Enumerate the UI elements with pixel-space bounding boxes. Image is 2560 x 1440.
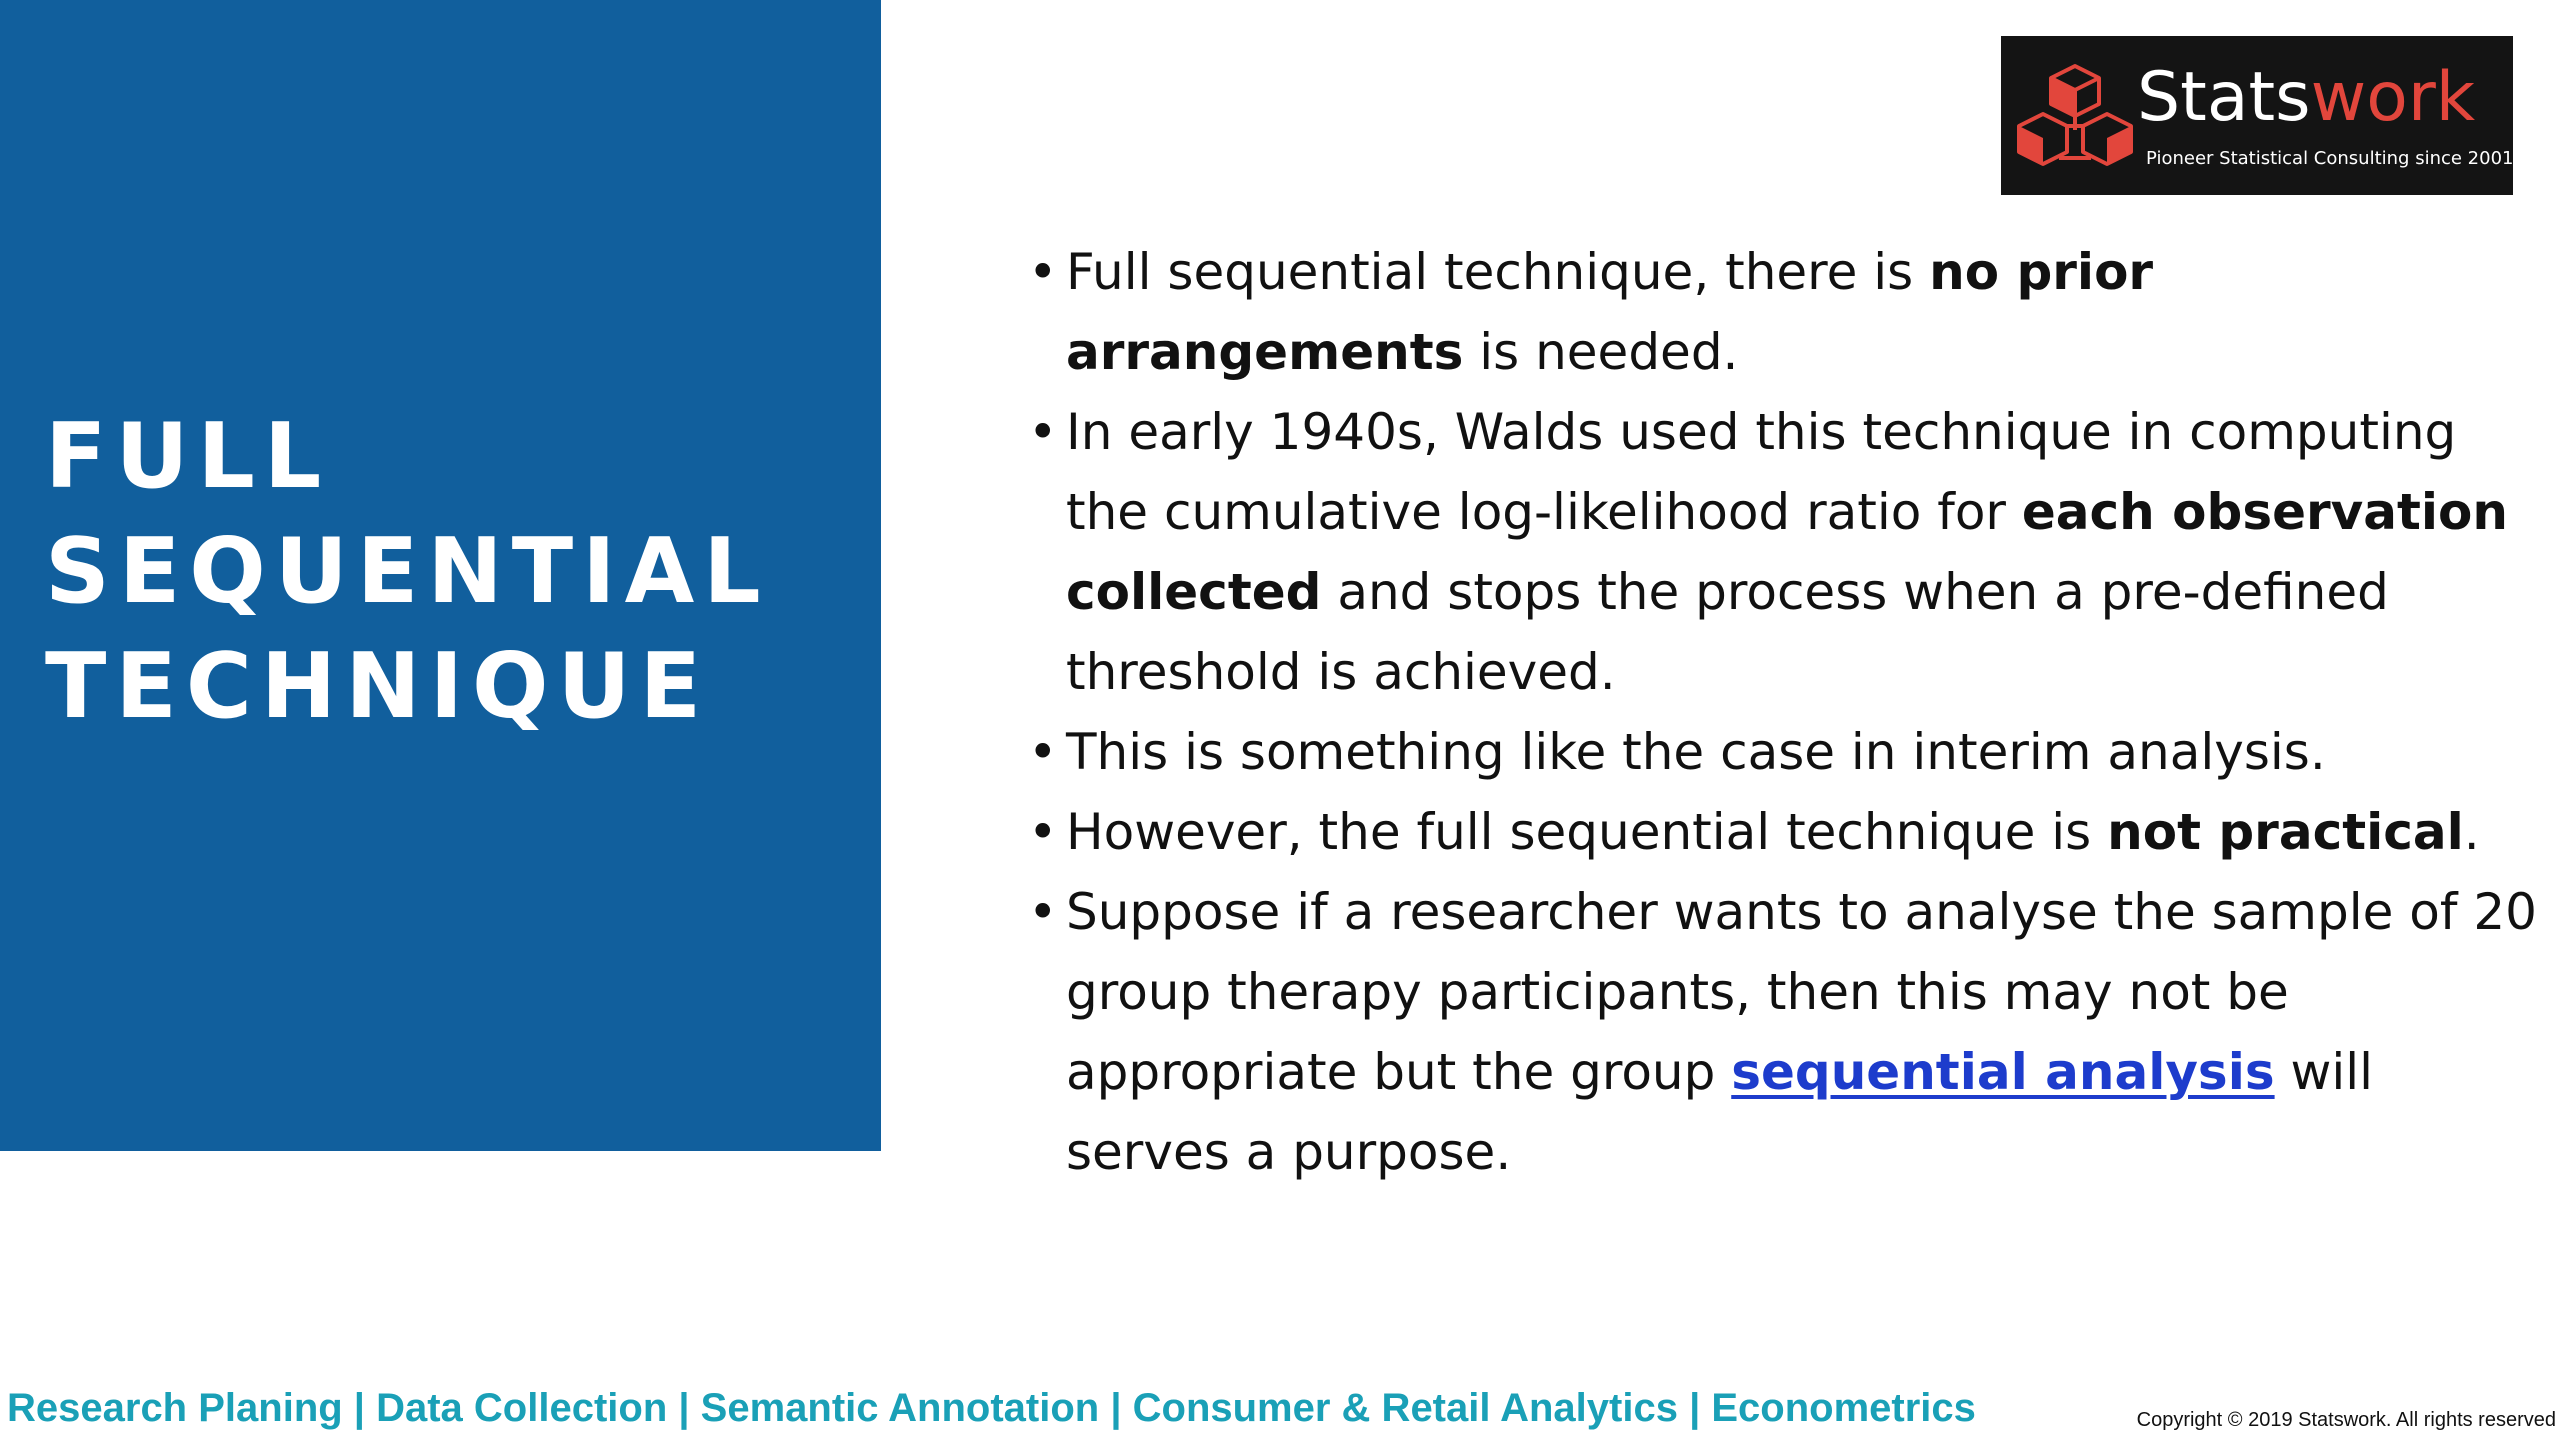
bullet-item: [1028, 792, 2538, 872]
bullet-text: .: [2463, 803, 2480, 861]
bullet-item: [1028, 712, 2538, 792]
bullet-text: Suppose if a researcher wants to analyse the sample of 20 group therapy participants, then this may not be appropriate but the group: [1066, 883, 2537, 1101]
cube-cluster-icon: [2015, 60, 2135, 180]
bullet-bold-text: not practical: [2107, 803, 2464, 861]
footer-copyright: Copyright © 2019 Statswork. All rights reserved: [2136, 1409, 2556, 1431]
logo-word-work: work: [2310, 58, 2476, 137]
bullet-text: Full sequential technique, there is: [1066, 243, 1930, 301]
sequential-analysis-link[interactable]: sequential analysis: [1731, 1043, 2275, 1101]
bullet-item: [1028, 872, 2538, 1192]
logo-wordmark: [2137, 58, 2476, 137]
footer-services: Research Planing | Data Collection | Semantic Annotation | Consumer & Retail Analytics | Econometrics: [7, 1386, 1976, 1430]
bullet-bold-text: no prior arrangements: [1066, 243, 2154, 381]
title-panel: [0, 0, 881, 1151]
bullet-item: [1028, 232, 2538, 392]
bullet-bold-text: each observation collected: [1066, 483, 2508, 621]
title-line-1: FULL: [45, 404, 331, 509]
logo-tagline: Pioneer Statistical Consulting since 2001: [2146, 148, 2514, 169]
title-line-2: SEQUENTIAL: [45, 519, 770, 624]
bullet-text: will serves a purpose.: [1066, 1043, 2374, 1181]
bullet-text: This is something like the case in interim analysis.: [1066, 723, 2326, 781]
bullet-text: is needed.: [1463, 323, 1739, 381]
bullet-text: and stops the process when a pre-defined threshold is achieved.: [1066, 563, 2389, 701]
bullet-item: [1028, 392, 2538, 712]
bullet-text: In early 1940s, Walds used this technique in computing the cumulative log-likelihood ratio for: [1066, 403, 2457, 541]
bullet-text: However, the full sequential technique is: [1066, 803, 2108, 861]
title-line-3: TECHNIQUE: [45, 634, 711, 739]
bullet-list: [1028, 232, 2538, 1192]
logo-word-stats: Stats: [2137, 58, 2311, 137]
statswork-logo: [2001, 36, 2513, 195]
